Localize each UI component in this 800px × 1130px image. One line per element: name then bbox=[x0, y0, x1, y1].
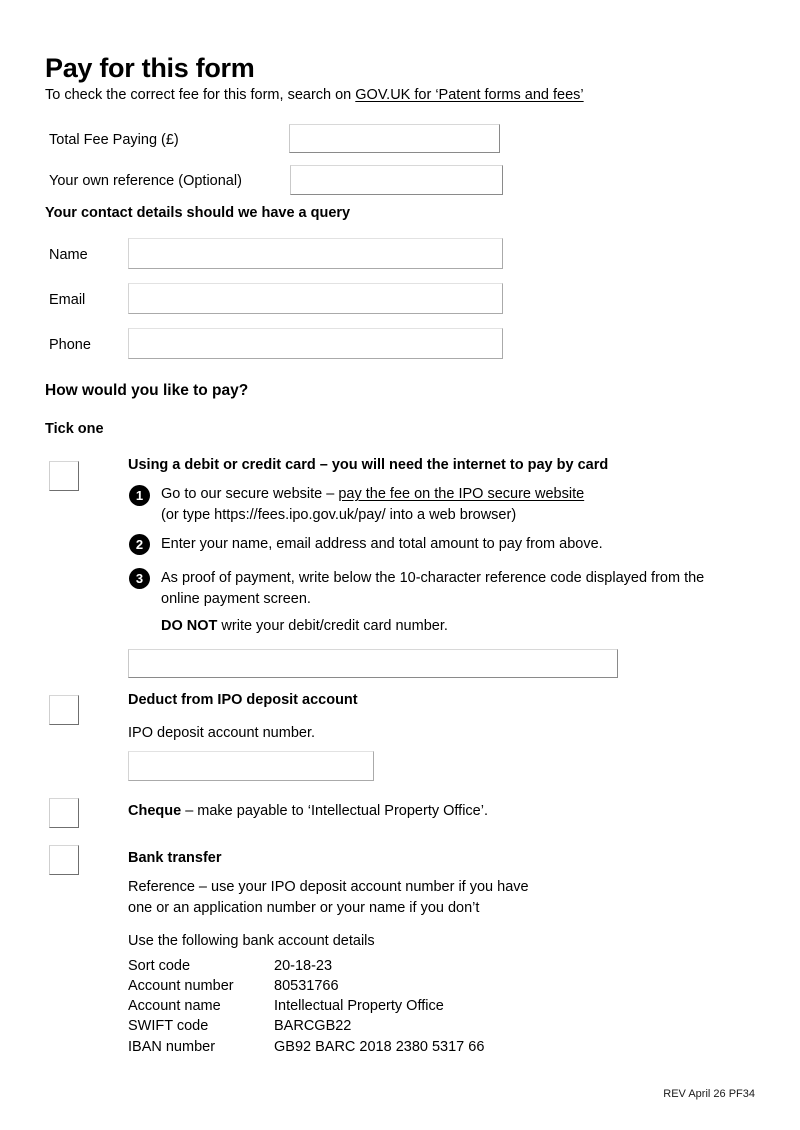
form-revision-footer: REV April 26 PF34 bbox=[663, 1088, 755, 1100]
cheque-title bbox=[128, 803, 488, 819]
card-payment-title: Using a debit or credit card – you will need the internet to pay by card bbox=[128, 457, 609, 473]
card-warning-rest: write your debit/credit card number. bbox=[217, 618, 448, 634]
step-2-text: Enter your name, email address and total amount to pay from above. bbox=[161, 536, 603, 552]
bank-detail-value: Intellectual Property Office bbox=[274, 998, 444, 1015]
deposit-account-number-input[interactable] bbox=[128, 751, 374, 781]
intro-text bbox=[45, 86, 584, 106]
step-1-text-prefix: Go to our secure website – bbox=[161, 486, 339, 502]
card-reference-code-input[interactable] bbox=[128, 649, 618, 678]
bank-detail-key: Account number bbox=[128, 978, 234, 995]
step-2-bullet: 2 bbox=[129, 534, 150, 555]
step-1-text bbox=[161, 484, 721, 525]
deposit-account-title: Deduct from IPO deposit account bbox=[128, 692, 358, 708]
step-3-text: As proof of payment, write below the 10-character reference code displayed from the online payment screen. bbox=[161, 570, 705, 607]
bank-details-heading: Use the following bank account details bbox=[128, 933, 375, 949]
table-row bbox=[128, 957, 484, 977]
page-title: Pay for this form bbox=[45, 53, 255, 84]
bank-detail-value: 80531766 bbox=[274, 978, 339, 995]
checkbox-bank-transfer[interactable] bbox=[49, 845, 79, 875]
payment-question: How would you like to pay? bbox=[45, 382, 249, 399]
intro-prefix: To check the correct fee for this form, search on bbox=[45, 87, 356, 103]
table-row bbox=[128, 997, 484, 1017]
email-input[interactable] bbox=[128, 283, 503, 314]
table-row bbox=[128, 977, 484, 997]
bank-detail-key: SWIFT code bbox=[128, 1018, 209, 1035]
own-reference-label: Your own reference (Optional) bbox=[49, 173, 242, 189]
name-input[interactable] bbox=[128, 238, 503, 269]
bank-detail-value: 20-18-23 bbox=[274, 958, 333, 974]
tick-one-instruction: Tick one bbox=[45, 421, 104, 437]
ipo-secure-website-link[interactable]: pay the fee on the IPO secure website bbox=[338, 486, 585, 502]
table-row bbox=[128, 1017, 484, 1037]
step-3-bullet: 3 bbox=[129, 568, 150, 589]
bank-detail-key: Sort code bbox=[128, 958, 191, 974]
checkbox-cheque[interactable] bbox=[49, 798, 79, 828]
deposit-account-subtext: IPO deposit account number. bbox=[128, 725, 315, 741]
gov-uk-fees-link[interactable]: GOV.UK for ‘Patent forms and fees’ bbox=[355, 87, 584, 103]
step-1-text-line2: (or type https://fees.ipo.gov.uk/pay/ into a web browser) bbox=[161, 506, 517, 523]
table-row bbox=[128, 1038, 484, 1058]
bank-detail-key: IBAN number bbox=[128, 1038, 216, 1055]
bank-transfer-reference-line2: one or an application number or your name if you don’t bbox=[128, 899, 480, 916]
checkbox-deposit-account[interactable] bbox=[49, 695, 79, 725]
bank-detail-value: BARCGB22 bbox=[274, 1018, 352, 1035]
bank-detail-value: GB92 BARC 2018 2380 5317 66 bbox=[274, 1038, 485, 1055]
bank-detail-key: Account name bbox=[128, 998, 221, 1015]
card-warning bbox=[161, 616, 448, 637]
bank-transfer-reference-line1: Reference – use your IPO deposit account number if you have bbox=[128, 879, 529, 895]
phone-label: Phone bbox=[49, 337, 91, 353]
bank-details-table bbox=[128, 957, 484, 1058]
contact-details-heading: Your contact details should we have a query bbox=[45, 205, 351, 221]
own-reference-input[interactable] bbox=[290, 165, 503, 195]
total-fee-label: Total Fee Paying (£) bbox=[49, 132, 179, 148]
email-label: Email bbox=[49, 292, 86, 308]
cheque-title-bold: Cheque bbox=[128, 803, 182, 819]
bank-transfer-reference bbox=[128, 877, 529, 918]
name-label: Name bbox=[49, 247, 88, 263]
card-warning-bold: DO NOT bbox=[161, 618, 218, 634]
checkbox-card-payment[interactable] bbox=[49, 461, 79, 491]
phone-input[interactable] bbox=[128, 328, 503, 359]
step-1-bullet: 1 bbox=[129, 485, 150, 506]
cheque-title-rest: – make payable to ‘Intellectual Property Office’. bbox=[181, 803, 488, 819]
total-fee-input[interactable] bbox=[289, 124, 500, 153]
bank-transfer-title: Bank transfer bbox=[128, 850, 222, 866]
